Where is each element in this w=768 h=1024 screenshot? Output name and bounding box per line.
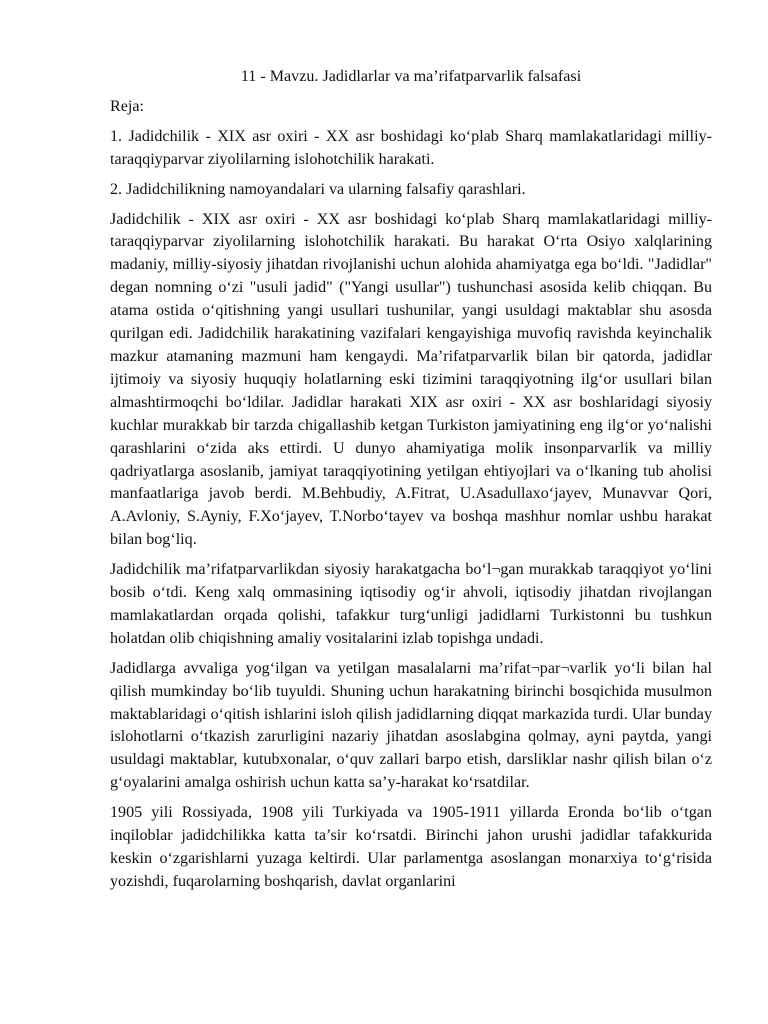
paragraph-3: Jadidlarga avvaliga yog‘ilgan va yetilgan masalalarni ma’rifat¬par¬varlik yo‘li bilan hal qilish mumkinday bo‘lib tuyuldi. Shuning uchun harakatning birinchi bosqichida musulmon maktablaridagi o‘qitish ishlarini isloh qilish jadidlarning diqqat markazida turdi. Ular bunday islohotlarni o‘tkazish zarurligini nazariy jihatdan asoslabgina qolmay, ayni paytda, yangi usuldagi maktablar, kutubxonalar, o‘quv zallari barpo etish, darsliklar nashr qilish bilan o‘z g‘oyalarini amalga oshirish uchun katta sa’y-harakat ko‘rsatdilar. (110, 659, 712, 792)
paragraph-1: Jadidchilik - XIX asr oxiri - XX asr boshidagi ko‘plab Sharq mamlakatlaridagi milliy-taraqqiyparvar ziyolilarning islohotchilik harakati. Bu harakat O‘rta Osiyo xalqlarining madaniy, milliy-siyosiy jihatdan rivojlanishi uchun alohida ahamiyatga ega bo‘ldi. "Jadidlar" degan nomning o‘zi "usuli jadid" ("Yangi usullar") tushunchasi asosida kelib chiqqan. Bu atama ostida o‘qitishning yangi usullari tushunilar, yangi usuldagi maktablar shu asosda qurilgan edi. Jadidchilik harakatining vazifalari kengayishiga muvofiq ravishda keyinchalik mazkur atamaning mazmuni ham kengaydi. Ma’rifatparvarlik bilan bir qatorda, jadidlar ijtimoiy va siyosiy huquqiy holatlarning eski tizimini taraqqiyotning ilg‘or usullari bilan almashtirmoqchi bo‘ldilar. Jadidlar harakati XIX asr oxiri - XX asr boshlaridagi siyosiy kuchlar murakkab bir tarzda chigallashib ketgan Turkiston jamiyatining eng ilg‘or yo‘nalishi qarashlarini o‘zida aks ettirdi. U dunyo ahamiyatiga molik insonparvarlik va milliy qadriyatlarga asoslanib, jamiyat taraqqiyotining yetilgan ehtiyojlari va o‘lkaning tub aholisi manfaatlariga javob berdi. M.Behbudiy, A.Fitrat, U.Asadullaxo‘jayev, Munavvar Qori, A.Avloniy, S.Ayniy, F.Xo‘jayev, T.Norbo‘tayev va boshqa mashhur nomlar ushbu harakat bilan bog‘liq. (110, 210, 712, 549)
plan-item-2: 2. Jadidchilikning namoyandalari va ularning falsafiy qarashlari. (110, 180, 526, 198)
document-title: 11 - Mavzu. Jadidlarlar va ma’rifatparvarlik falsafasi (240, 68, 582, 85)
paragraph-2: Jadidchilik ma’rifatparvarlikdan siyosiy harakatgacha bo‘l¬gan murakkab taraqqiyot yo‘lini bosib o‘tdi. Keng xalq ommasining iqtisodiy og‘ir ahvoli, iqtisodiy jihatdan rivojlangan mamlakatlardan orqada qolishi, tafakkur turg‘unligi jadidlarni Turkistonni bu tushkun holatdan olib chiqishning amaliy vositalarini izlab topishga undadi. (110, 561, 712, 647)
document-page (110, 66, 712, 901)
plan-label: Reja: (110, 97, 144, 115)
plan-item-1: 1. Jadidchilik - XIX asr oxiri - XX asr boshidagi ko‘plab Sharq mamlakatlaridagi milliy-taraqqiyparvar ziyolilarning islohotchilik harakati. (110, 127, 712, 168)
paragraph-4: 1905 yili Rossiyada, 1908 yili Turkiyada va 1905-1911 yillarda Eronda bo‘lib o‘tgan inqiloblar jadidchilikka katta ta’sir ko‘rsatdi. Birinchi jahon urushi jadidlar tafakkurida keskin o‘zgarishlarni yuzaga keltirdi. Ular parlamentga asoslangan monarxiya to‘g‘risida yozishdi, fuqarolarning boshqarish, davlat organlarini (110, 804, 712, 890)
